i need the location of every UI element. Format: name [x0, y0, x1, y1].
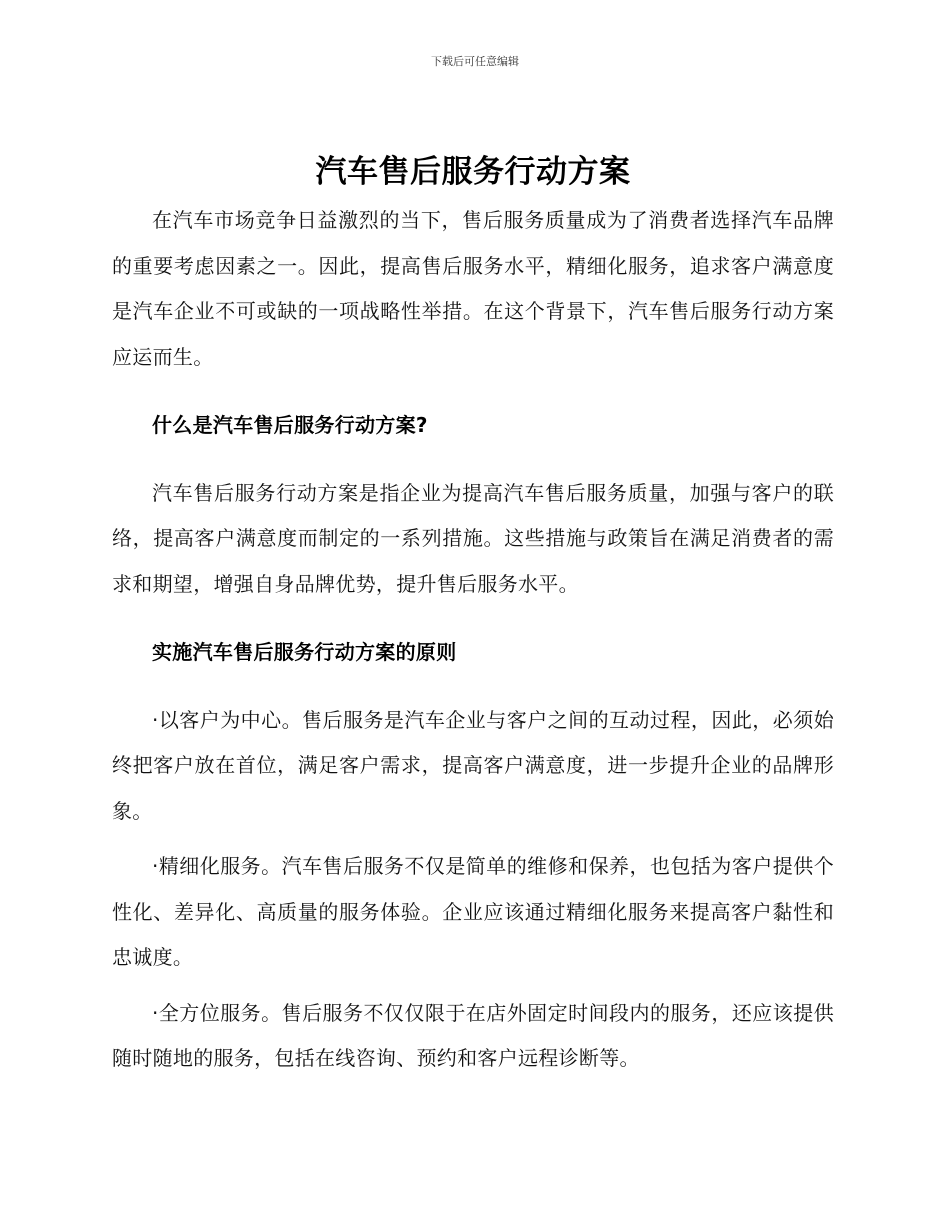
- principle-refined-service: ·精细化服务。汽车售后服务不仅是简单的维修和保养，也包括为客户提供个性化、差异化、高质量的服务体验。企业应该通过精细化服务来提高客户黏性和忠诚度。: [112, 854, 834, 969]
- principle-customer-centric: ·以客户为中心。售后服务是汽车企业与客户之间的互动过程，因此，必须始终把客户放在首位，满足客户需求，提高客户满意度，进一步提升企业的品牌形象。: [112, 707, 834, 823]
- principle-all-round-service: ·全方位服务。售后服务不仅仅限于在店外固定时间段内的服务，还应该提供随时随地的服务，包括在线咨询、预约和客户远程诊断等。: [112, 1000, 834, 1070]
- document-body: [112, 150, 834, 1082]
- section-heading-principles: 实施汽车售后服务行动方案的原则: [152, 640, 457, 664]
- page-header-note: 下载后可任意编辑: [431, 55, 519, 68]
- intro-paragraph: 在汽车市场竞争日益激烈的当下，售后服务质量成为了消费者选择汽车品牌的重要考虑因素之一。因此，提高售后服务水平，精细化服务，追求客户满意度是汽车企业不可或缺的一项战略性举措。在这个背景下，汽车售后服务行动方案应运而生。: [112, 208, 834, 369]
- document-title: 汽车售后服务行动方案: [315, 154, 631, 190]
- section-heading-what-is: 什么是汽车售后服务行动方案?: [152, 413, 428, 437]
- definition-paragraph: 汽车售后服务行动方案是指企业为提高汽车售后服务质量，加强与客户的联络，提高客户满意度而制定的一系列措施。这些措施与政策旨在满足消费者的需求和期望，增强自身品牌优势，提升售后服务水平。: [112, 480, 834, 596]
